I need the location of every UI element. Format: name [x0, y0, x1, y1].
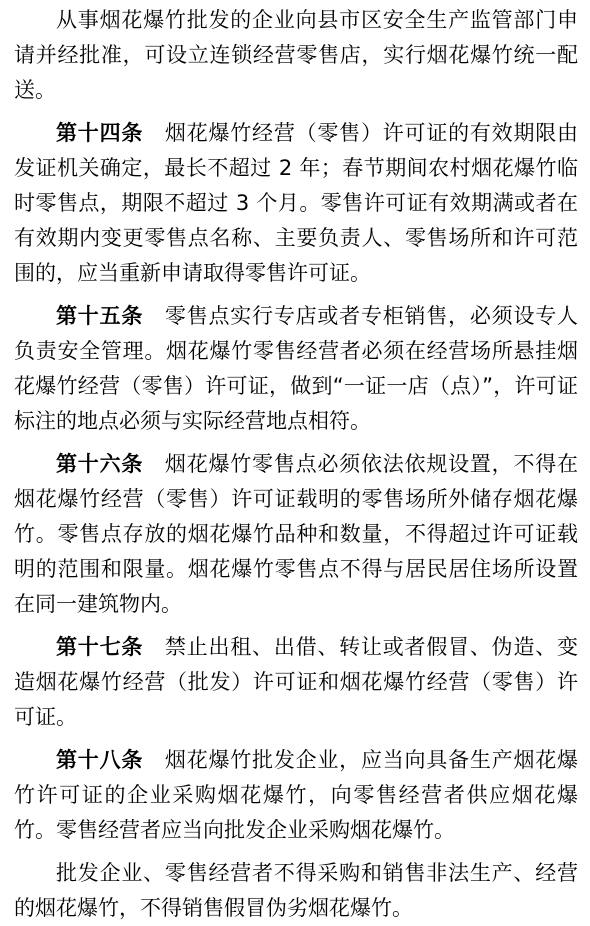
- article-number: 第十七条: [56, 635, 144, 659]
- paragraph-1: [14, 3, 578, 108]
- article-number: 第十五条: [56, 304, 144, 328]
- paragraph-text: 烟花爆竹经营（零售）许可证的有效期限由发证机关确定，最长不超过 2 年；春节期间农村烟花爆竹临时零售点，期限不超过 3 个月。零售许可证有效期满或者在有效期内变更零售点名称、主要负责人、零售场所和许可范围的，应当重新申请取得零售许可证。: [14, 121, 579, 285]
- paragraph-text: 烟花爆竹批发企业，应当向具备生产烟花爆竹许可证的企业采购烟花爆竹，向零售经营者供应烟花爆竹。零售经营者应当向批发企业采购烟花爆竹。: [14, 748, 579, 842]
- paragraph-7: [14, 856, 578, 926]
- paragraph-text: 禁止出租、出借、转让或者假冒、伪造、变造烟花爆竹经营（批发）许可证和烟花爆竹经营（零售）许可证。: [14, 635, 579, 729]
- article-16-paragraph: [14, 447, 578, 622]
- article-17-paragraph: [14, 630, 578, 735]
- paragraph-text: 烟花爆竹零售点必须依法依规设置，不得在烟花爆竹经营（零售）许可证载明的零售场所外储存烟花爆竹。零售点存放的烟花爆竹品种和数量，不得超过许可证载明的范围和限量。烟花爆竹零售点不得与居民居住场所设置在同一建筑物内。: [14, 452, 579, 616]
- article-number: 第十六条: [56, 452, 144, 476]
- article-number: 第十八条: [56, 748, 144, 772]
- article-14-paragraph: [14, 116, 578, 291]
- paragraph-text: 批发企业、零售经营者不得采购和销售非法生产、经营的烟花爆竹，不得销售假冒伪劣烟花爆竹。: [14, 861, 578, 920]
- paragraph-text: 零售点实行专店或者专柜销售，必须设专人负责安全管理。烟花爆竹零售经营者必须在经营场所悬挂烟花爆竹经营（零售）许可证，做到“一证一店（点）”，许可证标注的地点必须与实际经营地点相符。: [14, 304, 579, 433]
- paragraph-text: 从事烟花爆竹批发的企业向县市区安全生产监管部门申请并经批准，可设立连锁经营零售店，实行烟花爆竹统一配送。: [14, 8, 578, 102]
- article-15-paragraph: [14, 299, 578, 439]
- article-18-paragraph: [14, 743, 578, 848]
- article-number: 第十四条: [56, 121, 144, 145]
